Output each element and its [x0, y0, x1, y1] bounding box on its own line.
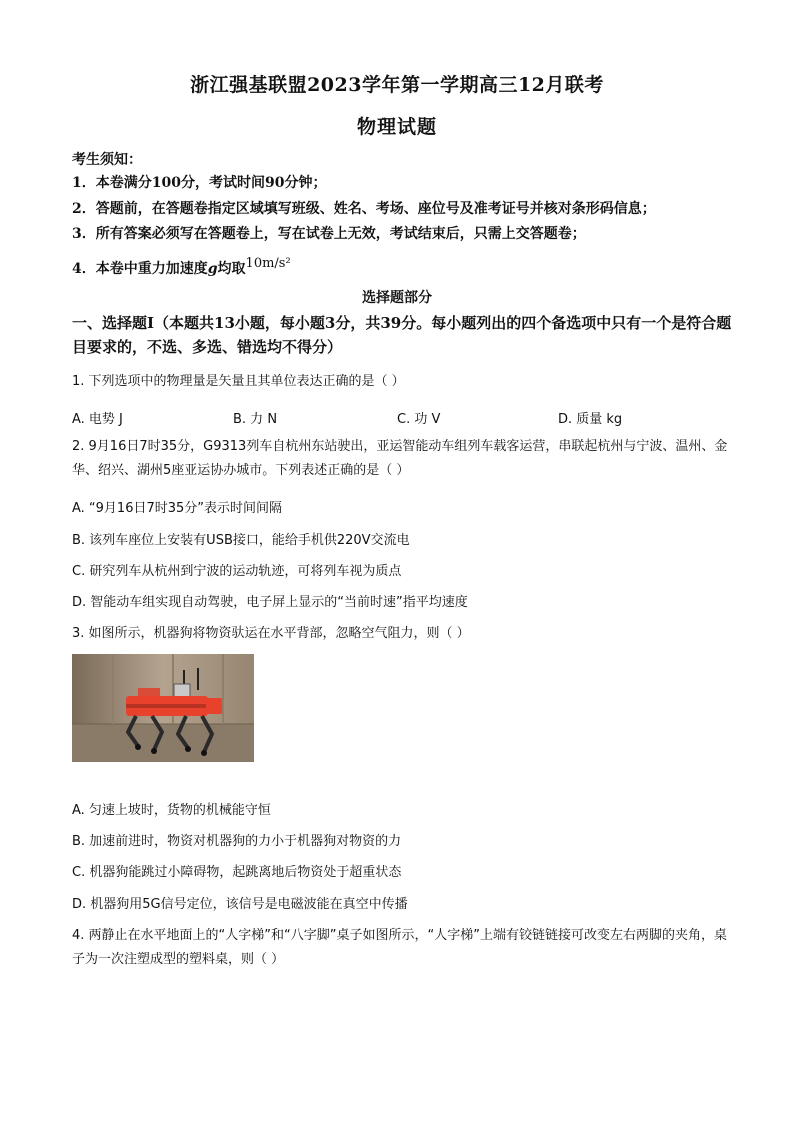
option-d: D. 质量 kg [558, 412, 623, 427]
notice-item-text: 4．本卷中重力加速度 [72, 261, 208, 277]
option-b: B. 加速前进时，物资对机器狗的力小于机器狗对物资的力 [72, 834, 402, 849]
section-title: 选择题部分 [362, 290, 432, 306]
option-c: C. 功 V [397, 412, 441, 427]
option-d: D. 机器狗用5G信号定位，该信号是电磁波能在真空中传播 [72, 897, 408, 912]
question-4-stem: 4. 两静止在水平地面上的“人字梯”和“八字脚”桌子如图所示，“人字梯”上端有铰链链接可改变左右两脚的夹角，桌子为一次注塑成型的塑料桌，则（ ） [72, 928, 727, 967]
notice-item-tail: 均取 [217, 261, 246, 277]
robot-dog-photo [72, 654, 254, 762]
question-1-stem: 1. 下列选项中的物理量是矢量且其单位表达正确的是（ ） [72, 374, 405, 389]
robot-dog-illustration [72, 654, 254, 762]
notice-item: 1．本卷满分100分，考试时间90分钟； [72, 175, 327, 191]
notice-heading: 考生须知： [72, 152, 142, 168]
option-a: A. “9月16日7时35分”表示时间间隔 [72, 501, 283, 516]
option-c: C. 机器狗能跳过小障碍物，起跳离地后物资处于超重状态 [72, 865, 402, 880]
option-b: B. 该列车座位上安装有USB接口，能给手机供220V交流电 [72, 533, 410, 548]
notice-item: 2．答题前，在答题卷指定区域填写班级、姓名、考场、座位号及准考证号并核对条形码信息； [72, 201, 656, 217]
exam-title: 浙江强基联盟2023学年第一学期高三12月联考 [190, 74, 604, 96]
notice-item-gravity [72, 258, 291, 278]
part-heading: 一、选择题Ⅰ（本题共13小题，每小题3分，共39分。每小题列出的四个备选项中只有一个是符合题目要求的，不选、多选、错选均不得分） [72, 314, 732, 356]
option-d: D. 智能动车组实现自动驾驶，电子屏上显示的“当前时速”指平均速度 [72, 595, 468, 610]
exam-subtitle: 物理试题 [356, 116, 437, 138]
option-a: A. 电势 J [72, 412, 123, 427]
option-b: B. 力 N [233, 412, 278, 427]
option-c: C. 研究列车从杭州到宁波的运动轨迹，可将列车视为质点 [72, 564, 402, 579]
option-a: A. 匀速上坡时，货物的机械能守恒 [72, 803, 271, 818]
gravity-symbol: g [207, 261, 218, 277]
question-3-stem: 3. 如图所示，机器狗将物资驮运在水平背部，忽略空气阻力，则（ ） [72, 626, 470, 641]
question-2-stem: 2. 9月16日7时35分，G9313列车自杭州东站驶出，亚运智能动车组列车载客运营，串联起杭州与宁波、温州、金华、绍兴、湖州5座亚运协办城市。下列表述正确的是（ ） [72, 439, 728, 478]
gravity-unit: 10m/s² [245, 256, 291, 271]
notice-item: 3．所有答案必须写在答题卷上，写在试卷上无效，考试结束后，只需上交答题卷； [72, 226, 586, 242]
